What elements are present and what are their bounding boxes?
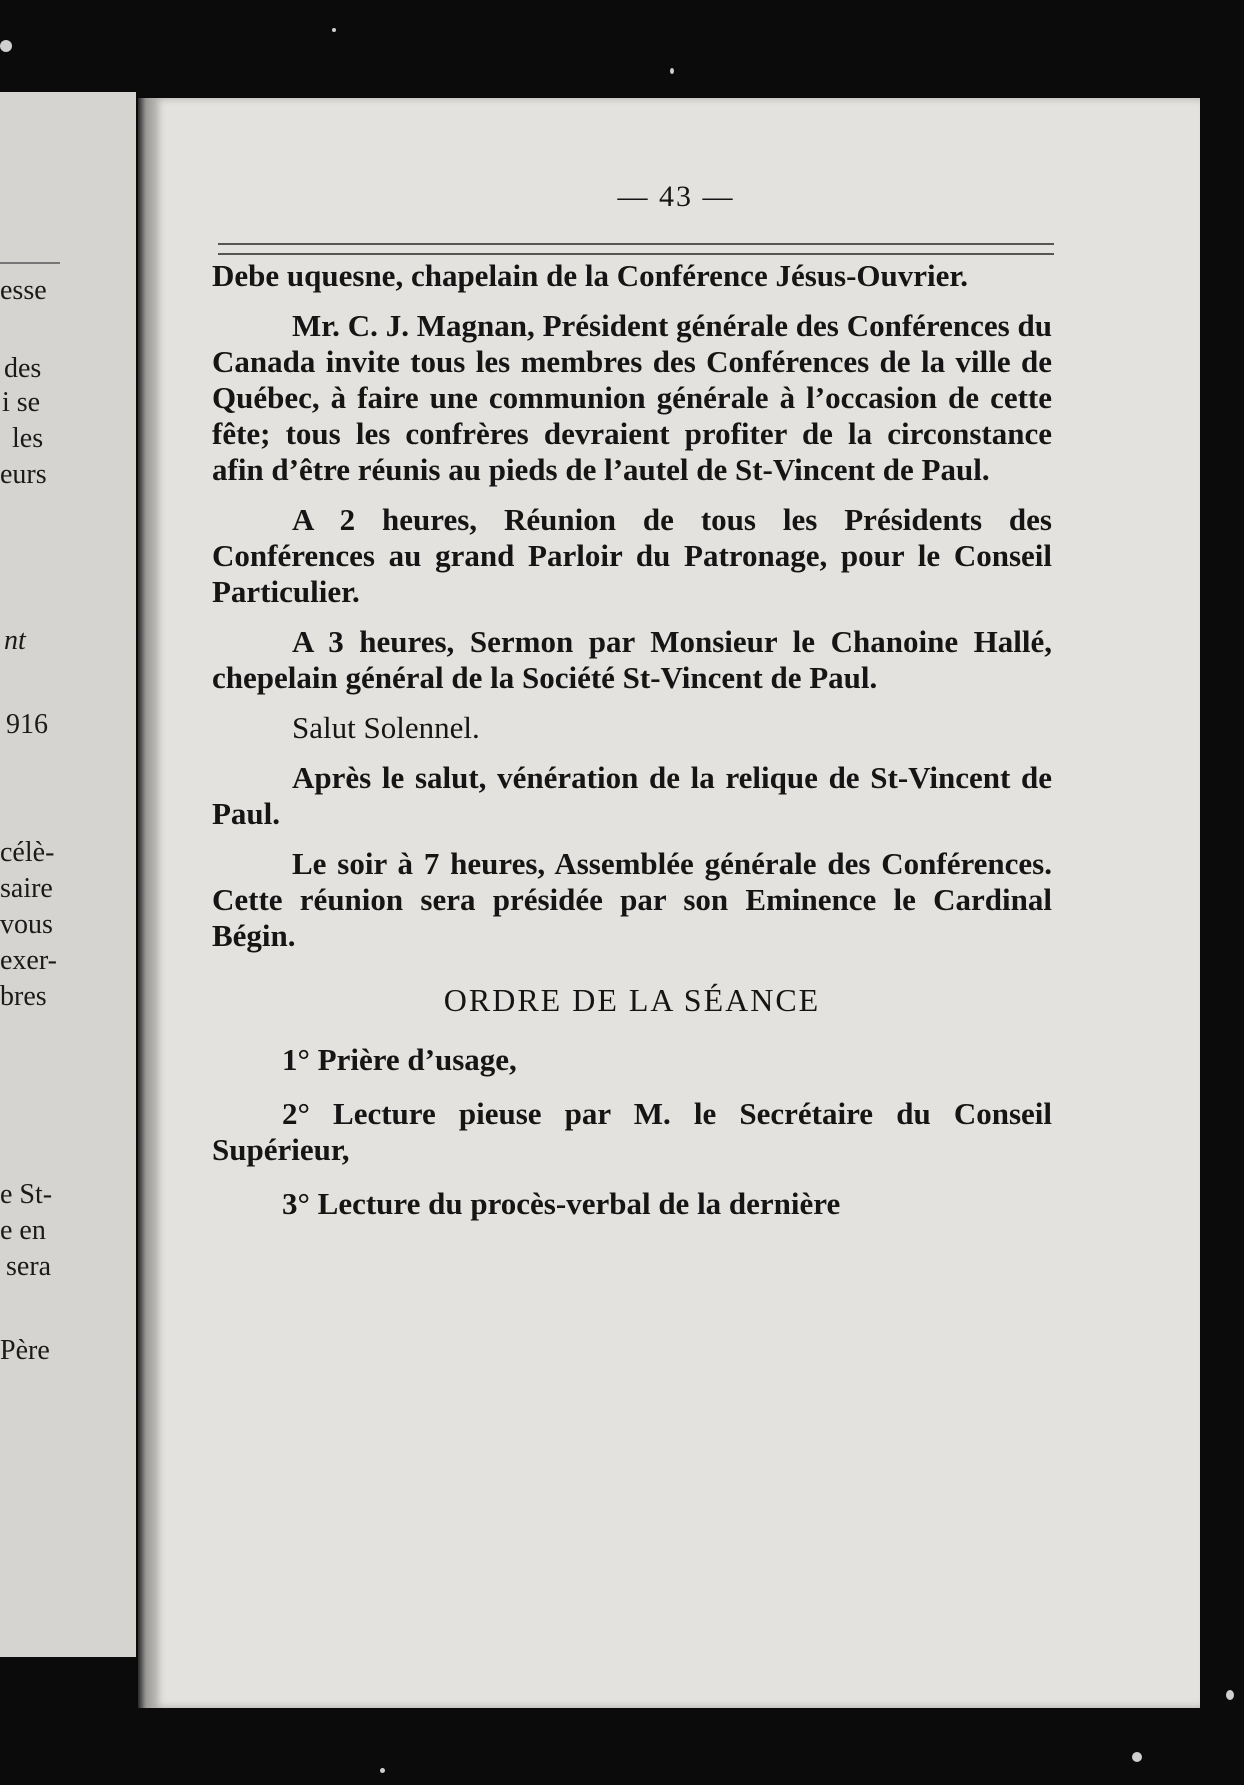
film-speck <box>670 68 674 74</box>
previous-page-fragment: célè- <box>0 837 55 868</box>
previous-page-fragment: exer- <box>0 945 57 976</box>
previous-page-fragment: nt <box>4 625 26 656</box>
previous-page-fragment: des <box>4 353 42 384</box>
paragraph: Le soir à 7 heures, Assemblée générale des Conférences. Cette réunion sera présidée par son Eminence le Cardinal Bégin. <box>212 846 1052 953</box>
header-rule <box>218 243 1054 255</box>
previous-page-fragment: bres <box>0 981 47 1012</box>
film-speck <box>380 1768 385 1773</box>
previous-page-fragment: i se <box>2 387 41 418</box>
order-item: 3° Lecture du procès-verbal de la dernière <box>282 1186 841 1221</box>
paragraph: Debe uquesne, chapelain de la Conférence Jésus-Ouvrier. <box>212 258 969 293</box>
book-page <box>152 98 1200 1708</box>
previous-page-fragment: sera <box>6 1251 52 1282</box>
previous-page-fragment: vous <box>0 909 53 940</box>
film-speck <box>332 28 336 32</box>
previous-page-fragment: saire <box>0 873 53 904</box>
film-speck <box>1226 1690 1234 1700</box>
previous-page-fragment: les <box>12 423 44 454</box>
paragraph: Mr. C. J. Magnan, Président générale des Conférences du Canada invite tous les membres des Conférences de la ville de Québec, à faire une communion générale à l’occasion de cette fête; tous les confrères devraient profiter de la circonstance afin d’être réunis au pieds de l’autel de St-Vincent de Paul. <box>212 308 1052 487</box>
previous-page <box>0 92 136 1657</box>
previous-page-fragment: e St- <box>0 1179 53 1210</box>
film-speck <box>0 40 12 52</box>
paragraph: A 3 heures, Sermon par Monsieur le Chanoine Hallé, chepelain général de la Société St-Vincent de Paul. <box>212 624 1052 695</box>
previous-page-fragment: eurs <box>0 459 47 490</box>
order-item: 2° Lecture pieuse par M. le Secrétaire du Conseil Supérieur, <box>212 1096 1052 1167</box>
previous-page-fragment: esse <box>0 275 47 306</box>
paragraph: A 2 heures, Réunion de tous les Présidents des Conférences au grand Parloir du Patronage, pour le Conseil Particulier. <box>212 502 1052 609</box>
page-body <box>212 258 1052 1240</box>
page-number: — 43 — <box>617 180 735 213</box>
previous-page-fragment: 916 <box>6 709 48 740</box>
section-heading: ORDRE DE LA SÉANCE <box>443 982 821 1018</box>
film-speck <box>1132 1752 1142 1762</box>
previous-page-fragment: Père <box>0 1335 50 1366</box>
order-item: 1° Prière d’usage, <box>282 1042 517 1077</box>
paragraph: Après le salut, vénération de la relique de St-Vincent de Paul. <box>212 760 1052 831</box>
paragraph: Salut Solennel. <box>292 710 480 745</box>
previous-page-fragment: e en <box>0 1215 46 1246</box>
previous-page-rule <box>0 262 60 264</box>
